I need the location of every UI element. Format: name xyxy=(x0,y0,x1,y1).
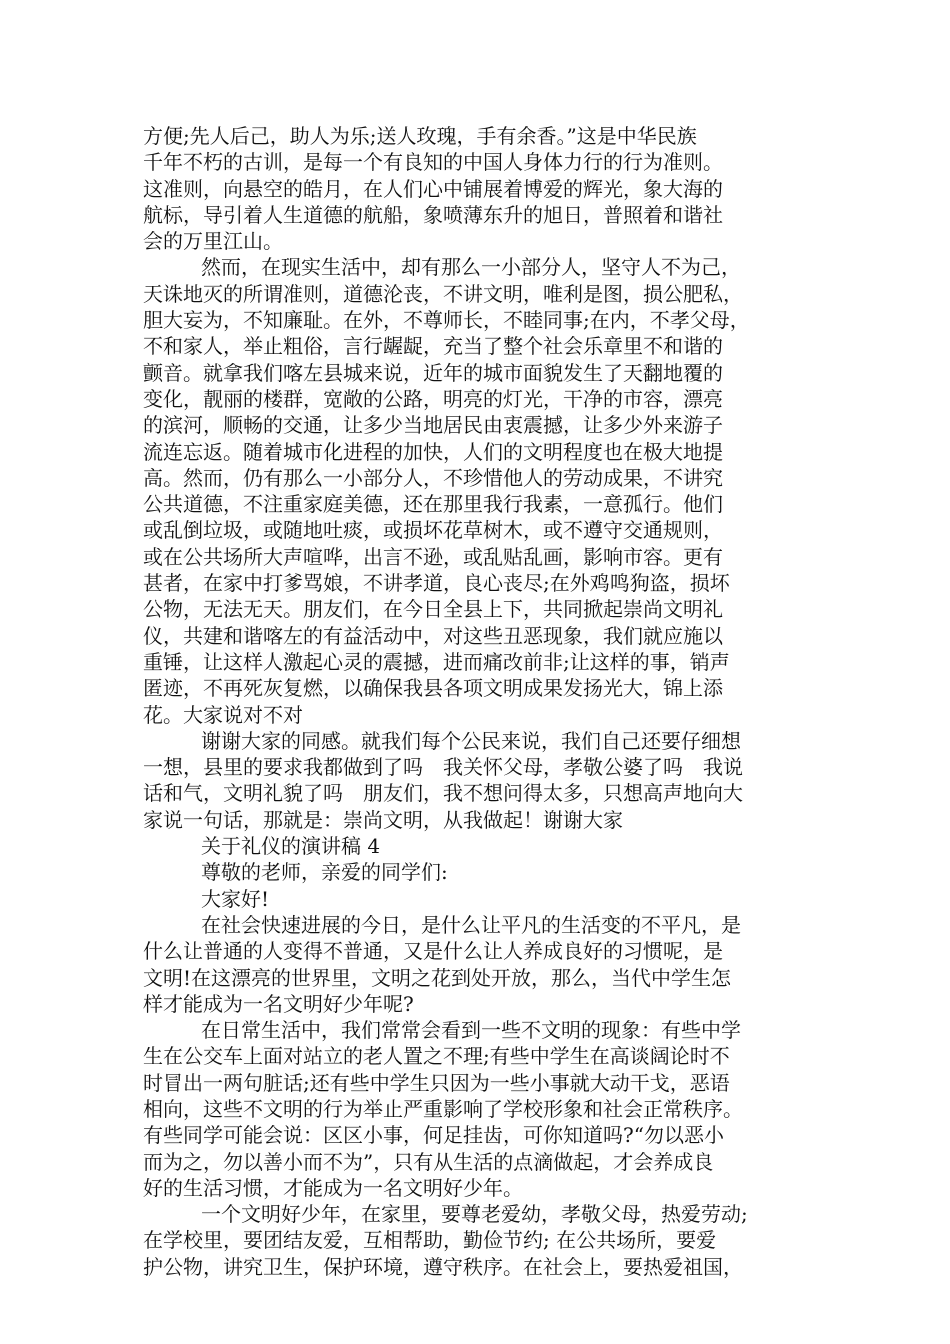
text-line: 生在公交车上面对站立的老人置之不理;有些中学生在高谈阔论时不 xyxy=(143,1044,730,1069)
paragraph-first-line: 在社会快速进展的今日，是什么让平凡的生活变的不平凡，是 xyxy=(201,912,741,937)
text-line: 仪，共建和谐喀左的有益活动中，对这些丑恶现象，我们就应施以 xyxy=(143,623,723,648)
text-line: 颤音。就拿我们喀左县城来说，近年的城市面貌发生了天翻地覆的 xyxy=(143,360,723,385)
text-line: 甚者，在家中打爹骂娘，不讲孝道，良心丧尽;在外鸡鸣狗盗，损坏 xyxy=(143,571,730,596)
text-line: 有些同学可能会说：区区小事，何足挂齿，可你知道吗?“勿以恶小 xyxy=(143,1123,724,1148)
document-body xyxy=(143,123,823,1280)
text-line: 在学校里，要团结友爱，互相帮助，勤俭节约; 在公共场所，要爱 xyxy=(143,1228,717,1253)
text-line: 高。然而，仍有那么一小部分人，不珍惜他人的劳动成果，不讲究 xyxy=(143,465,723,490)
text-line: 千年不朽的古训，是每一个有良知的中国人身体力行的行为准则。 xyxy=(143,150,723,175)
paragraph-first-line: 在日常生活中，我们常常会看到一些不文明的现象：有些中学 xyxy=(201,1018,741,1043)
text-line: 胆大妄为，不知廉耻。在外，不尊师长，不睦同事;在内，不孝父母， xyxy=(143,308,750,333)
text-line: 变化，靓丽的楼群，宽敞的公路，明亮的灯光，干净的市容，漂亮 xyxy=(143,386,723,411)
paragraph-first-line: 大家好! xyxy=(201,886,270,911)
text-line: 公物，无法无天。朋友们，在今日全县上下，共同掀起崇尚文明礼 xyxy=(143,597,723,622)
text-line: 样才能成为一名文明好少年呢? xyxy=(143,991,414,1016)
text-line: 时冒出一两句脏话;还有些中学生只因为一些小事就大动干戈，恶语 xyxy=(143,1070,730,1095)
text-line: 文明!在这漂亮的世界里，文明之花到处开放，那么，当代中学生怎 xyxy=(143,965,732,990)
text-line: 好的生活习惯，才能成为一名文明好少年。 xyxy=(143,1175,523,1200)
text-line: 航标，导引着人生道德的航船，象喷薄东升的旭日，普照着和谐社 xyxy=(143,202,723,227)
text-line: 会的万里江山。 xyxy=(143,229,283,254)
text-line: 方便;先人后己，助人为乐;送人玫瑰，手有余香。”这是中华民族 xyxy=(143,124,697,148)
text-line: 匿迹，不再死灰复燃，以确保我县各项文明成果发扬光大，锦上添 xyxy=(143,676,723,701)
paragraph-first-line: 尊敬的老师，亲爱的同学们: xyxy=(201,860,448,885)
text-line: 重锤，让这样人激起心灵的震撼，进而痛改前非;让这样的事，销声 xyxy=(143,649,730,674)
text-line: 护公物，讲究卫生，保护环境，遵守秩序。在社会上，要热爱祖国， xyxy=(143,1254,743,1279)
paragraph-first-line: 关于礼仪的演讲稿 4 xyxy=(201,834,381,859)
text-line: 这准则，向悬空的皓月，在人们心中铺展着博爱的辉光，象大海的 xyxy=(143,176,723,201)
text-line: 公共道德，不注重家庭美德，还在那里我行我素，一意孤行。他们 xyxy=(143,492,723,517)
text-line: 花。大家说对不对 xyxy=(143,702,303,727)
text-line: 或在公共场所大声喧哗，出言不逊，或乱贴乱画，影响市容。更有 xyxy=(143,544,723,569)
text-line: 家说一句话，那就是：崇尚文明，从我做起！谢谢大家 xyxy=(143,807,623,832)
text-line: 天诛地灭的所谓准则，道德沦丧，不讲文明，唯利是图，损公肥私， xyxy=(143,281,743,306)
paragraph-first-line: 一个文明好少年，在家里，要尊老爱幼，孝敬父母，热爱劳动; xyxy=(201,1202,748,1227)
paragraph-first-line: 然而，在现实生活中，却有那么一小部分人，坚守人不为己， xyxy=(201,255,741,280)
text-line: 什么让普通的人变得不普通，又是什么让人养成良好的习惯呢，是 xyxy=(143,939,723,964)
text-line: 话和气，文明礼貌了吗 朋友们，我不想问得太多，只想高声地向大 xyxy=(143,781,743,806)
text-line: 的滨河，顺畅的交通，让多少当地居民由衷震撼，让多少外来游子 xyxy=(143,413,723,438)
text-line: 一想，县里的要求我都做到了吗 我关怀父母，孝敬公婆了吗 我说 xyxy=(143,755,743,780)
text-line: 不和家人，举止粗俗，言行龌龊，充当了整个社会乐章里不和谐的 xyxy=(143,334,723,359)
text-line: 而为之，勿以善小而不为”，只有从生活的点滴做起，才会养成良 xyxy=(143,1149,714,1174)
text-line: 流连忘返。随着城市化进程的加快，人们的文明程度也在极大地提 xyxy=(143,439,723,464)
paragraph-first-line: 谢谢大家的同感。就我们每个公民来说，我们自己还要仔细想 xyxy=(201,728,741,753)
text-line: 或乱倒垃圾，或随地吐痰，或损坏花草树木，或不遵守交通规则， xyxy=(143,518,723,543)
text-line: 相向，这些不文明的行为举止严重影响了学校形象和社会正常秩序。 xyxy=(143,1096,743,1121)
